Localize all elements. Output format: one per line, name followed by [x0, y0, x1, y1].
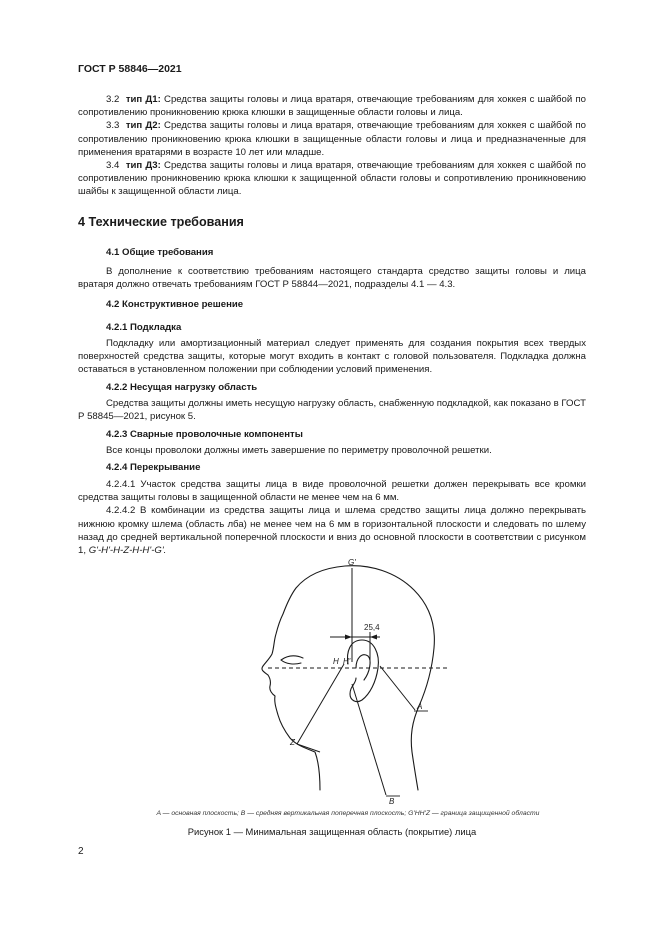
plane-a-line [380, 666, 415, 710]
definition-number: 3.3 [106, 120, 120, 132]
figure-caption: Рисунок 1 — Минимальная защищенная область (покрытие) лица [187, 826, 477, 837]
label-h: H [333, 657, 339, 666]
section-4-2-4-title: 4.2.4 Перекрывание [106, 462, 201, 473]
paragraph-text: 4.2.4.2 В комбинации из средства защиты лица и шлема средство защиты лица должно перекрывать нижнюю кромку шлема (область лба) не менее чем на 6 мм в горизонтальной плоскости и следовать по шлему назад до средней вертикальной поперечной плоскости и вниз до основной плоскости в соответствии с рисунком 1, [78, 505, 586, 557]
paragraph: Средства защиты должны иметь несущую нагрузку область, снабженную подкладкой, как показано в ГОСТ Р 58845—2021, рисунок 5. [78, 398, 586, 423]
label-h-prime: H' [343, 657, 351, 666]
label-a: A [417, 702, 423, 711]
section-4-2-title: 4.2 Конструктивное решение [106, 299, 244, 310]
label-z: Z [290, 738, 295, 747]
definition-number: 3.2 [106, 94, 120, 105]
section4-title: 4 Технические требования [78, 215, 244, 229]
neck-boundary-line [297, 744, 320, 752]
definition-text: Средства защиты головы и лица вратаря, отвечающие требованиям для хоккея с шайбой по сопротивлению проникновению крюка клюшки в защищенные области головы и лица и предназначенные для применения вратарями в возрасте 10 лет или младше. [78, 120, 587, 158]
document-header: ГОСТ Р 58846—2021 [78, 63, 182, 75]
label-g: G' [348, 558, 356, 567]
definition-text: Средства защиты головы и лица вратаря, отвечающие требованиям для хоккея с шайбой по сопротивлению проникновению крюка клюшки к защищенной области головы и сопротивлению проникновению шайбы к защищенной области лица. [78, 160, 587, 198]
ear-inner [356, 655, 370, 680]
head-outline [262, 566, 434, 790]
section-4-2-2-title: 4.2.2 Несущая нагрузку область [106, 382, 258, 393]
plane-b-line [352, 684, 386, 795]
definition-number: 3.4 [106, 160, 120, 172]
paragraph: Подкладку или амортизационный материал следует применять для создания покрытия всех твердых поверхностей средства защиты, которые могут входить в контакт с головой пользователя. Подкладка должна оставаться в установленном положении при соблюдении условий применения. [78, 338, 586, 376]
figure-legend: A — основная плоскость; B — средняя вертикальная поперечная плоскость; G'HH'Z — граница защищенной области [156, 810, 540, 817]
section-4-2-1-title: 4.2.1 Подкладка [106, 322, 182, 333]
definition-term: тип Д3: [125, 160, 161, 172]
definition-term: тип Д1: [125, 94, 161, 105]
paragraph-4-2-4-1: 4.2.4.1 Участок средства защиты лица в виде проволочной решетки должен перекрывать все кромки средства защиты головы в защищенной области не менее чем на 6 мм. [78, 479, 586, 504]
paragraph: Все концы проволоки должны иметь завершение по периметру проволочной решетки. [106, 445, 492, 456]
eye-outline [281, 656, 303, 664]
label-b: B [389, 797, 395, 806]
page-number: 2 [78, 846, 84, 857]
definition-term: тип Д2: [125, 120, 161, 132]
dimension-label: 25,4 [364, 623, 380, 632]
section-4-1-title: 4.1 Общие требования [106, 247, 214, 258]
section-4-2-3-title: 4.2.3 Сварные проволочные компоненты [106, 429, 303, 440]
definition-text: Средства защиты головы и лица вратаря, отвечающие требованиям для хоккея с шайбой по сопротивлению проникновению крюка клюшки в защищенные области головы и лица. [78, 94, 587, 119]
face-boundary-line [297, 664, 344, 744]
figure-reference: G'-H'-H-Z-H-H'-G'. [88, 545, 167, 557]
paragraph: В дополнение к соответствию требованиям настоящего стандарта средство защиты головы и лица вратаря должно отвечать требованиям ГОСТ Р 58844—2021, подразделы 4.1 — 4.3. [78, 266, 586, 291]
